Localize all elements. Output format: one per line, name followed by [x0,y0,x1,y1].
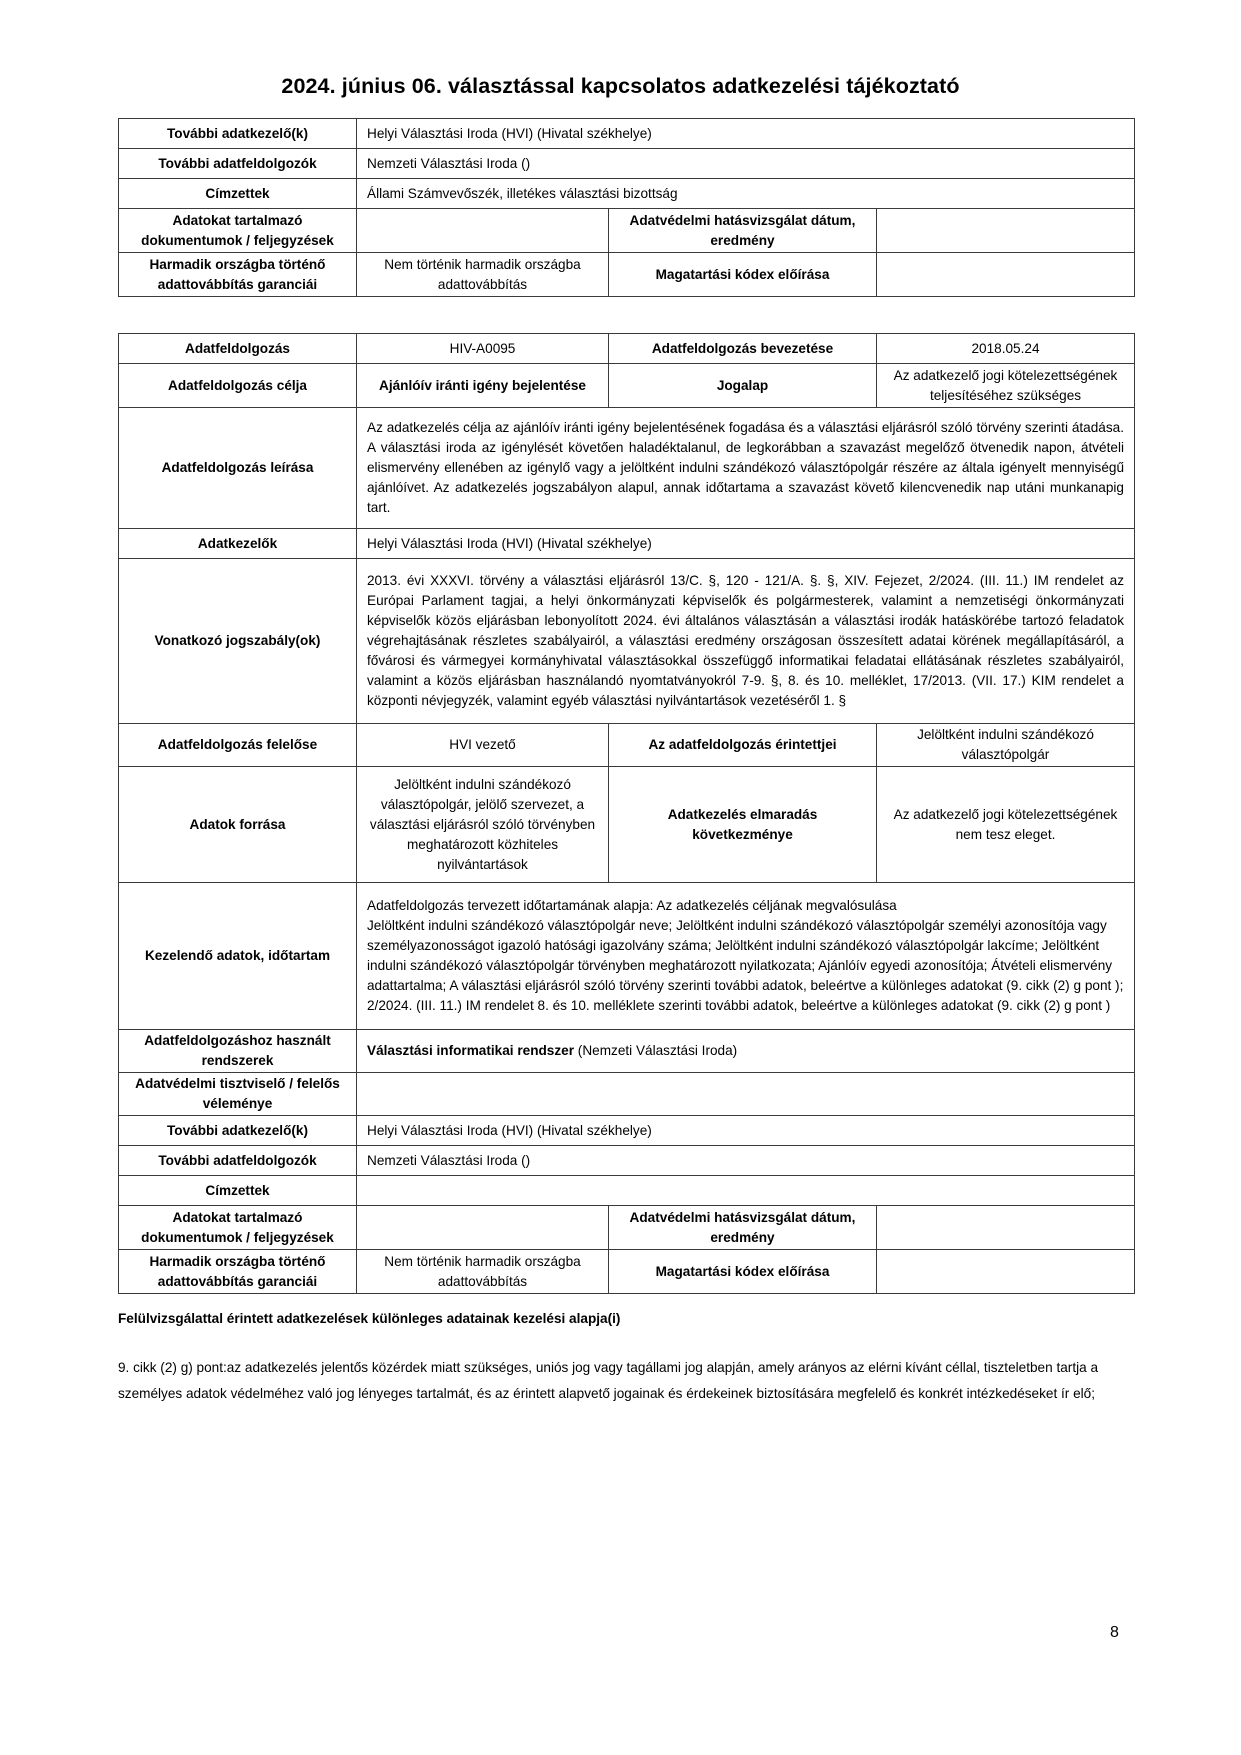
table-row [119,253,1135,297]
responsible-value: HVI vezető [357,724,609,767]
documents-value-2 [357,1206,609,1250]
controllers-label: Adatkezelők [119,529,357,559]
third-country-label-2: Harmadik országba történő adattovábbítás garanciái [119,1250,357,1294]
responsible-label: Adatfeldolgozás felelőse [119,724,357,767]
special-data-heading: Felülvizsgálattal érintett adatkezelések különleges adatainak kezelési alapja(i) [118,1311,621,1326]
handled-value: Adatfeldolgozás tervezett időtartamának alapja: Az adatkezelés céljának megvalósulása Jelöltként indulni szándékozó választópolgár neve; Jelöltként indulni szándékozó választópolgár személyi azonosítója vagy személyazonosságot igazoló hatósági igazolvány száma; Jelöltként indulni szándékozó választópolgár lakcíme; Jelöltként indulni szándékozó választópolgár törvényben meghatározott nyilatkozata; Ajánlóív egyedi azonosítója; Átvételi elismervény adattartalma; A választási eljárásról szóló törvény szerinti további adatok, beleértve a különleges adatokat (9. cikk (2) g pont ); 2/2024. (III. 11.) IM rendelet 8. és 10. melléklete szerinti további adatok, beleértve a különleges adatokat (9. cikk (2) g pont ) [357,883,1135,1030]
recipients-label-2: Címzettek [119,1176,357,1206]
table-row [119,1073,1135,1116]
systems-owner: (Nemzeti Választási Iroda) [574,1043,738,1058]
documents-label: Adatokat tartalmazó dokumentumok / feljegyzések [119,209,357,253]
additional-processors-label-2: További adatfeldolgozók [119,1146,357,1176]
handled-label: Kezelendő adatok, időtartam [119,883,357,1030]
additional-processors-value-2: Nemzeti Választási Iroda () [357,1146,1135,1176]
table-row [119,1030,1135,1073]
code-of-conduct-label-2: Magatartási kódex előírása [609,1250,877,1294]
dpia-label-2: Adatvédelmi hatásvizsgálat dátum, eredmény [609,1206,877,1250]
table-row [119,883,1135,1030]
recipients-value: Állami Számvevőszék, illetékes választási bizottság [357,179,1135,209]
systems-name: Választási informatikai rendszer [367,1043,575,1058]
code-of-conduct-value [877,253,1135,297]
failure-value: Az adatkezelő jogi kötelezettségének nem tesz eleget. [877,767,1135,883]
documents-value [357,209,609,253]
legal-basis-label: Jogalap [609,364,877,408]
additional-processors-value: Nemzeti Választási Iroda () [357,149,1135,179]
code-of-conduct-label: Magatartási kódex előírása [609,253,877,297]
additional-controllers-label-2: További adatkezelő(k) [119,1116,357,1146]
additional-controllers-value-2: Helyi Választási Iroda (HVI) (Hivatal székhelye) [357,1116,1135,1146]
additional-processors-label: További adatfeldolgozók [119,149,357,179]
code-of-conduct-value-2 [877,1250,1135,1294]
source-value: Jelöltként indulni szándékozó választópolgár, jelölő szervezet, a választási eljárásról szóló törvényben meghatározott közhiteles nyilvántartások [357,767,609,883]
purpose-label: Adatfeldolgozás célja [119,364,357,408]
processing-id: HIV-A0095 [357,334,609,364]
data-subject-value: Jelöltként indulni szándékozó választópolgár [877,724,1135,767]
page-number: 8 [1110,1624,1119,1641]
table-row [119,1116,1135,1146]
legislation-label: Vonatkozó jogszabály(ok) [119,559,357,724]
table-row [119,209,1135,253]
special-data-text: 9. cikk (2) g) pont:az adatkezelés jelentős közérdek miatt szükséges, uniós jog vagy tagállami jog alapján, amely arányos az elérni kívánt céllal, tiszteletben tartja a személyes adatok védelméhez való jog lényeges tartalmát, és az érintett alapvető jogainak és érdekeinek biztosítására megfelelő és konkrét intézkedéseket ír elő; [118,1360,1099,1401]
introduced-label: Adatfeldolgozás bevezetése [609,334,877,364]
table-row [119,364,1135,408]
page-title: 2024. június 06. választással kapcsolatos adatkezelési tájékoztató [281,74,960,98]
table-row [119,119,1135,149]
dpia-label: Adatvédelmi hatásvizsgálat dátum, eredmény [609,209,877,253]
dpia-value [877,209,1135,253]
failure-label: Adatkezelés elmaradás következménye [609,767,877,883]
additional-controllers-value: Helyi Választási Iroda (HVI) (Hivatal székhelye) [357,119,1135,149]
table-row [119,1206,1135,1250]
table-row [119,149,1135,179]
legal-basis-value: Az adatkezelő jogi kötelezettségének teljesítéséhez szükséges [877,364,1135,408]
table-row [119,724,1135,767]
source-label: Adatok forrása [119,767,357,883]
third-country-value-2: Nem történik harmadik országba adattovábbítás [357,1250,609,1294]
table-row [119,559,1135,724]
description-value: Az adatkezelés célja az ajánlóív iránti igény bejelentésének fogadása és a választási eljárásról szóló törvény szerinti átadása. A választási iroda az igénylését követően haladéktalanul, de legkorábban a szavazást megelőző ötvenedik napon, átvételi elismervény ellenében az igénylő vagy a jelöltként indulni szándékozó választópolgár részére az általa igényelt mennyiségű ajánlóívet. Az adatkezelés jogszabályon alapul, annak időtartama a szavazást követő kilencvenedik nap utáni munkanapig tart. [357,408,1135,529]
table-row [119,1146,1135,1176]
legislation-value: 2013. évi XXXVI. törvény a választási eljárásról 13/C. §, 120 - 121/A. §. §, XIV. Fejezet, 2/2024. (III. 11.) IM rendelet az Európai Parlament tagjai, a helyi önkormányzati képviselők és polgármesterek, valamint a nemzetiségi önkormányzati képviselők közös eljárásban lebonyolított 2024. évi általános választásán a választási irodák hatáskörébe tartozó feladatok végrehajtásának részletes szabályairól, a választási eredmény országosan összesített adatai körének megállapításáról, a fővárosi és vármegyei kormányhivatal választásokkal összefüggő informatikai feladatai ellátásának részletes szabályairól, valamint a közös eljárásban használandó nyomtatványokról 7-9. §, 8. és 10. melléklet, 17/2013. (VII. 17.) KIM rendelet a központi névjegyzék, valamint egyéb választási nyilvántartások vezetéséről 1. § [357,559,1135,724]
purpose-value: Ajánlóív iránti igény bejelentése [357,364,609,408]
recipients-value-2 [357,1176,1135,1206]
controllers-value: Helyi Választási Iroda (HVI) (Hivatal székhelye) [357,529,1135,559]
processing-table [118,333,1135,1294]
processing-label: Adatfeldolgozás [119,334,357,364]
dpia-value-2 [877,1206,1135,1250]
table-row [119,179,1135,209]
third-country-label: Harmadik országba történő adattovábbítás garanciái [119,253,357,297]
table-row [119,767,1135,883]
table-row [119,408,1135,529]
documents-label-2: Adatokat tartalmazó dokumentumok / feljegyzések [119,1206,357,1250]
data-subject-label: Az adatfeldolgozás érintettjei [609,724,877,767]
recipients-label: Címzettek [119,179,357,209]
additional-controllers-label: További adatkezelő(k) [119,119,357,149]
description-label: Adatfeldolgozás leírása [119,408,357,529]
dpo-value [357,1073,1135,1116]
systems-label: Adatfeldolgozáshoz használt rendszerek [119,1030,357,1073]
summary-table [118,118,1135,297]
dpo-label: Adatvédelmi tisztviselő / felelős véleménye [119,1073,357,1116]
systems-value [357,1030,1135,1073]
introduced-date: 2018.05.24 [877,334,1135,364]
table-row [119,1176,1135,1206]
table-row [119,1250,1135,1294]
third-country-value: Nem történik harmadik országba adattovábbítás [357,253,609,297]
table-row [119,529,1135,559]
table-row [119,334,1135,364]
